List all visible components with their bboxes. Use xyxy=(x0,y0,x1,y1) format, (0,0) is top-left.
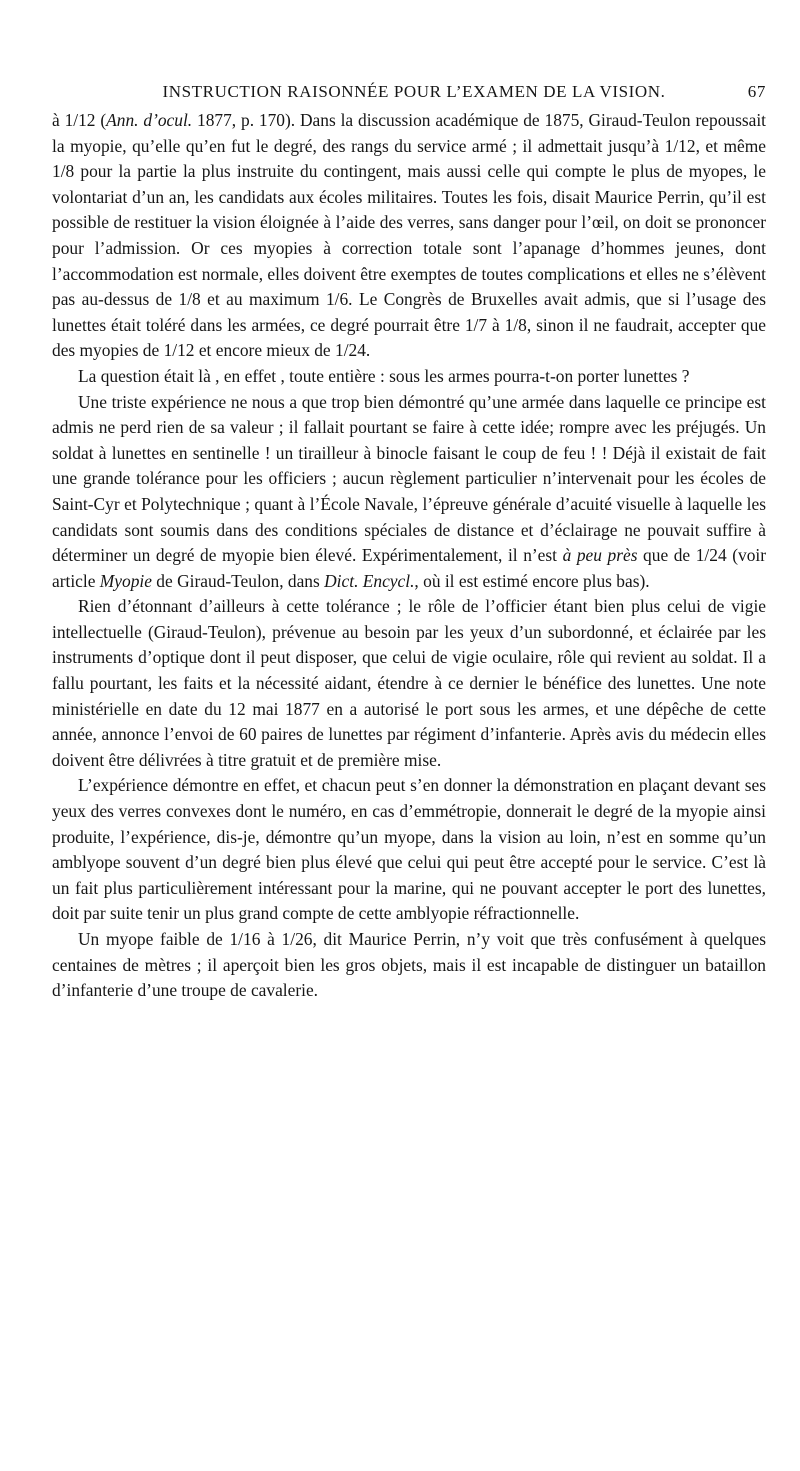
paragraph-3-part-c: que de 1/24 (voir article xyxy=(52,545,767,591)
emphasis-a-peu-pres: à peu près xyxy=(562,545,638,566)
paragraph-1 xyxy=(52,108,766,364)
paragraph-2: La question était là , en effet , toute entière : sous les armes pourra-t-on porter lunettes ? xyxy=(78,365,690,386)
paragraph-3 xyxy=(52,390,766,595)
paragraph-3-part-e: de Giraud-Teulon, dans xyxy=(151,570,325,591)
paragraph-1-rest: 1877, p. 170). Dans la discussion académique de 1875, Giraud-Teulon repoussait la myopie, qu’elle qu’en fut le degré, des rangs du service armé ; il admettait jusqu’à 1/12, et même 1/8 pour la partie la plus instruite du contingent, mais aussi celle qui compte le plus de myopes, le volontariat d’un an, les candidats aux écoles militaires. Toutes les fois, disait Maurice Perrin, qu’il est possible de restituer la vision éloignée à l’aide des verres, sans danger pour l’œil, on doit se prononcer pour l’admission. Or ces myopies à correction totale sont l’apanage d’hommes jeunes, dont l’accommodation est normale, elles doivent être exemptes de toutes complications et elles ne s’élèvent pas au-dessus de 1/8 et au maximum 1/6. Le Congrès de Bruxelles avait admis, que si l’usage des lunettes était toléré dans les armées, ce degré pourrait être 1/7 à 1/8, sinon il ne faudrait, accepter que des myopies de 1/12 et encore mieux de 1/24. xyxy=(52,110,767,361)
paragraph-1-start: à 1/12 ( xyxy=(52,110,107,130)
running-header xyxy=(52,82,766,102)
citation-ann-ocul: Ann. d’ocul. xyxy=(106,110,193,130)
paragraph-4: Rien d’étonnant d’ailleurs à cette tolérance ; le rôle de l’officier étant bien plus celui de vigie intellectuelle (Giraud-Teulon), prévenue au besoin par les yeux d’un subordonné, et éclairée par les instruments d’optique dont il peut disposer, que celui de vigie oculaire, rôle qui revient au soldat. Il a fallu pourtant, les faits et la nécessité aidant, étendre à ce dernier le bénéfice des lunettes. Une note ministérielle en date du 12 mai 1877 en a autorisé le port sous les armes, et une dépêche de cette année, annonce l’envoi de 60 paires de lunettes par régiment d’infanterie. Après avis du médecin elles doivent être délivrées à titre gratuit et de première mise. xyxy=(52,596,766,770)
running-title: INSTRUCTION RAISONNÉE POUR L’EXAMEN DE LA VISION. xyxy=(162,82,666,101)
book-page xyxy=(52,82,766,1004)
paragraph-6: Un myope faible de 1/16 à 1/26, dit Maurice Perrin, n’y voit que très confusément à quelques centaines de mètres ; il aperçoit bien les gros objets, mais il est incapable de distinguer un bataillon d’infanterie d’une troupe de cavalerie. xyxy=(52,929,766,1001)
citation-dict-encycl: Dict. Encycl. xyxy=(324,570,415,591)
paragraph-3-part-g: , où il est estimé encore plus bas). xyxy=(414,570,650,591)
paragraph-5: L’expérience démontre en effet, et chacun peut s’en donner la démonstration en plaçant devant ses yeux des verres convexes dont le numéro, en cas d’emmétropie, donnerait le degré de la myopie ainsi produite, l’expérience, dis-je, démontre qu’un myope, dans la vision au loin, n’est en somme qu’un amblyope souvent d’un degré bien plus élevé que celui qui peut être accepté pour le service. C’est là un fait plus particulièrement intéressant pour la marine, qui ne pouvant accepter le port des lunettes, doit par suite tenir un plus grand compte de cette amblyopie réfractionnelle. xyxy=(52,775,766,924)
page-number: 67 xyxy=(747,82,766,101)
article-title-myopie: Myopie xyxy=(99,570,152,591)
body-text xyxy=(52,108,766,1004)
paragraph-3-part-a: Une triste expérience ne nous a que trop bien démontré qu’une armée dans laquelle ce principe est admis ne perd rien de sa valeur ; il fallait pourtant se faire à cette idée; rompre avec les préjugés. Un soldat à lunettes en sentinelle ! un tirailleur à binocle faisant le coup de feu ! ! Déjà il existait de fait une grande tolérance pour les officiers ; aucun règlement particulier n’intervenait pour les écoles de Saint-Cyr et Polytechnique ; quant à l’École Navale, l’épreuve générale d’acuité visuelle à laquelle les candidats sont soumis dans des conditions spéciales de distance et d’éclairage ne pouvait suffire à déterminer un degré de myopie bien élevé. Expérimentalement, il n’est xyxy=(52,391,766,566)
